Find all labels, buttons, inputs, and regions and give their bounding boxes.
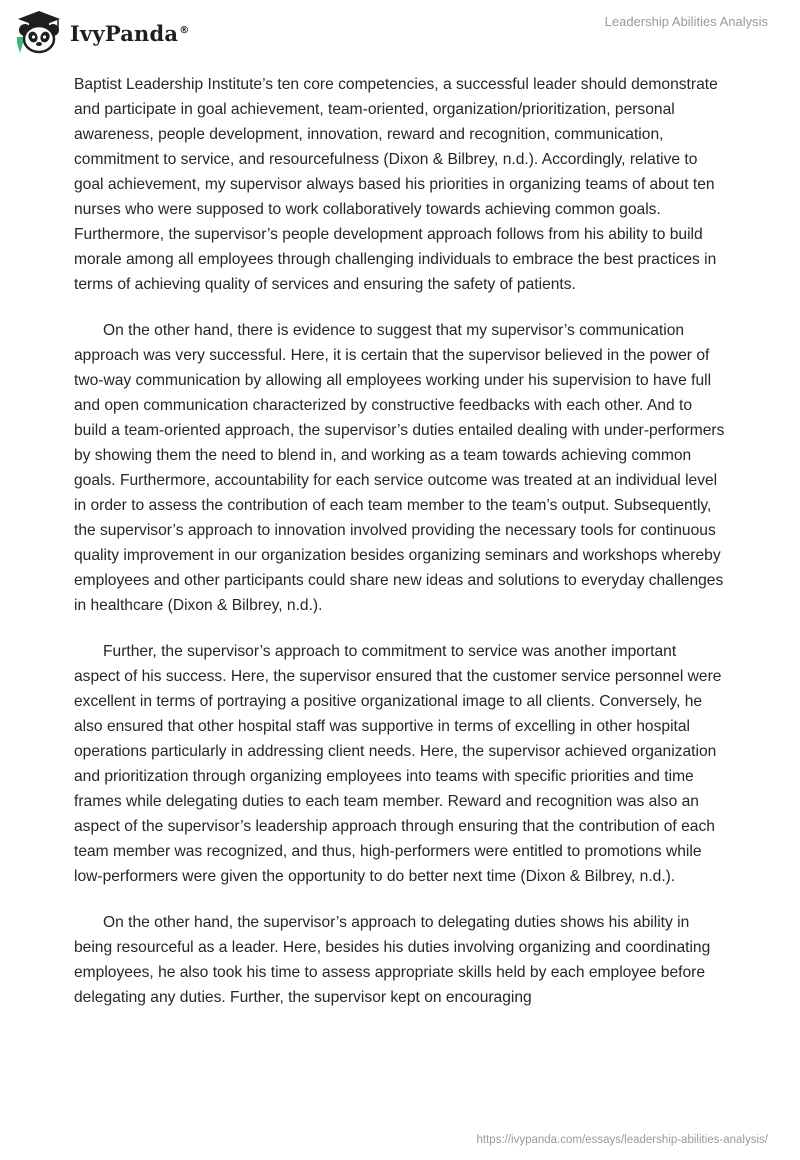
brand-name: IvyPanda® bbox=[70, 20, 190, 46]
page-header bbox=[0, 0, 800, 64]
document-title: Leadership Abilities Analysis bbox=[604, 14, 768, 29]
brand-logo-link[interactable] bbox=[14, 8, 189, 56]
paragraph-1: Baptist Leadership Institute’s ten core competencies, a successful leader should demonstrate and participate in goal achievement, team-oriented, organization/prioritization, personal awareness, people development, innovation, reward and recognition, communication, commitment to service, and resourcefulness (Dixon & Bilbrey, n.d.). Accordingly, relative to goal achievement, my supervisor always based his priorities in organizing teams of about ten nurses who were supposed to work collaboratively towards achieving common goals. Furthermore, the supervisor’s people development approach follows from his ability to build morale among all employees through challenging individuals to embrace the best practices in terms of achieving quality of services and ensuring the safety of patients. bbox=[74, 76, 718, 293]
source-url[interactable]: https://ivypanda.com/essays/leadership-abilities-analysis/ bbox=[476, 1134, 768, 1146]
registered-mark: ® bbox=[179, 24, 190, 36]
paragraph-4: On the other hand, the supervisor’s approach to delegating duties shows his ability in being resourceful as a leader. Here, besides his duties involving organizing and coordinating employees, he also took his time to assess appropriate skills held by each employee before delegating any duties. Further, the supervisor kept on encouraging bbox=[74, 914, 711, 1006]
paragraph-2: On the other hand, there is evidence to suggest that my supervisor’s communication approach was very successful. Here, it is certain that the supervisor believed in the power of two-way communication by allowing all employees working under his supervision to have full and open communication characterized by constructive feedbacks with each other. And to build a team-oriented approach, the supervisor’s duties entailed dealing with under-performers by showing them the need to blend in, and working as a team towards achieving common goals. Furthermore, accountability for each service outcome was treated at an individual level in order to assess the contribution of each team member to the team’s output. Subsequently, the supervisor’s approach to innovation involved providing the necessary tools for continuous quality improvement in our organization besides organizing seminars and workshops whereby employees and other participants could share new ideas and solutions to everyday challenges in healthcare (Dixon & Bilbrey, n.d.). bbox=[74, 322, 725, 614]
essay-body bbox=[74, 72, 726, 1031]
panda-graduate-icon bbox=[14, 9, 64, 55]
paragraph-3: Further, the supervisor’s approach to commitment to service was another important aspect of his success. Here, the supervisor ensured that the customer service personnel were excellent in terms of portraying a positive organizational image to all clients. Conversely, he also ensured that other hospital staff was supportive in terms of excelling in other hospital operations particularly in addressing client needs. Here, the supervisor achieved organization and prioritization through organizing employees into teams with specific priorities and time frames while delegating duties to each team member. Reward and recognition was also an aspect of the supervisor’s leadership approach through ensuring that the contribution of each team member was recognized, and thus, high-performers were entitled to promotions while low-performers were given the opportunity to do better next time (Dixon & Bilbrey, n.d.). bbox=[74, 643, 722, 885]
